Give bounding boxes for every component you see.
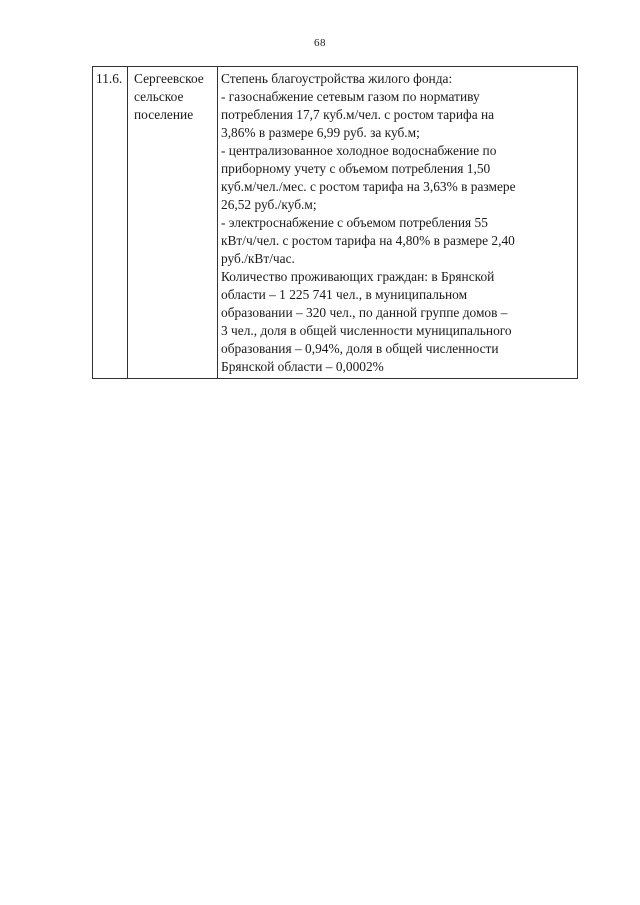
description-line: области – 1 225 741 чел., в муниципальном <box>221 287 468 302</box>
settlement-line: поселение <box>134 107 194 122</box>
description-line: потребления 17,7 куб.м/чел. с ростом тарифа на <box>221 107 495 122</box>
page-number: 68 <box>314 37 326 49</box>
data-table <box>92 66 578 379</box>
description-line: кВт/ч/чел. с ростом тарифа на 4,80% в размере 2,40 <box>221 233 515 248</box>
settlement-cell <box>128 67 218 379</box>
description-line: приборному учету с объемом потребления 1,50 <box>221 161 491 176</box>
description-cell <box>218 67 578 379</box>
description-line: - централизованное холодное водоснабжение по <box>221 143 497 158</box>
description-line: образовании – 320 чел., по данной группе домов – <box>221 305 508 320</box>
description-line: образования – 0,94%, доля в общей численности <box>221 341 499 356</box>
description-line: куб.м/чел./мес. с ростом тарифа на 3,63% в размере <box>221 179 516 194</box>
settlement-line: сельское <box>134 89 184 104</box>
row-number-cell: 11.6. <box>93 67 128 379</box>
description-line: Количество проживающих граждан: в Брянской <box>221 269 495 284</box>
description-line: Степень благоустройства жилого фонда: <box>221 71 453 86</box>
description-line: 3 чел., доля в общей численности муниципального <box>221 323 512 338</box>
description-line: Брянской области – 0,0002% <box>221 359 384 374</box>
description-line: - электроснабжение с объемом потребления 55 <box>221 215 488 230</box>
description-line: руб./кВт/час. <box>221 251 295 266</box>
table-row <box>93 67 578 379</box>
description-line: 3,86% в размере 6,99 руб. за куб.м; <box>221 125 420 140</box>
settlement-line: Сергеевское <box>134 71 204 86</box>
description-line: 26,52 руб./куб.м; <box>221 197 317 212</box>
description-line: - газоснабжение сетевым газом по нормативу <box>221 89 480 104</box>
